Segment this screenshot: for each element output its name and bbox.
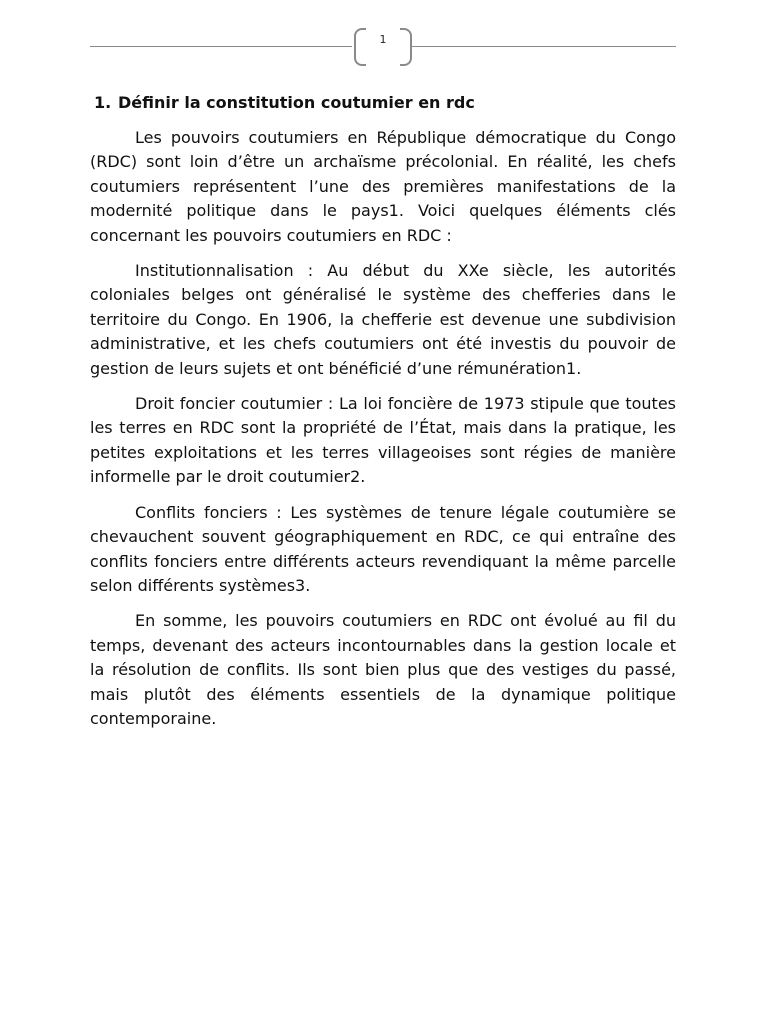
paragraph-conclusion: En somme, les pouvoirs coutumiers en RDC ont évolué au fil du temps, devenant des acteurs incontournables dans la gestion locale et la résolution de conflits. Ils sont bien plus que des vestiges du passé, mais plutôt des éléments essentiels de la dynamique politique contemporaine. — [90, 611, 676, 728]
paragraph-institutionnalisation: Institutionnalisation : Au début du XXe siècle, les autorités coloniales belges ont généralisé le système des chefferies dans le territoire du Congo. En 1906, la chefferie est devenue une subdivision administrative, et les chefs coutumiers ont été investis du pouvoir de gestion de leurs sujets et ont bénéficié d’une rémunération1. — [90, 261, 676, 378]
header-rule-right — [412, 46, 676, 47]
document-body — [90, 91, 676, 742]
header-rule-left — [90, 46, 352, 47]
page-number-bracket-right — [400, 28, 412, 66]
page-number: 1 — [379, 33, 387, 46]
section-heading — [94, 91, 676, 115]
paragraph-conflits-fonciers: Conflits fonciers : Les systèmes de tenure légale coutumière se chevauchent souvent géographiquement en RDC, ce qui entraîne des conflits fonciers entre différents acteurs revendiquant la même parcelle selon différents systèmes3. — [90, 502, 676, 595]
page-header — [90, 28, 676, 66]
paragraph-droit-foncier: Droit foncier coutumier : La loi foncière de 1973 stipule que toutes les terres en RDC sont la propriété de l’État, mais dans la pratique, les petites exploitations et les terres villageoises sont régies de manière informelle par le droit coutumier2. — [90, 394, 676, 487]
section-title: Définir la constitution coutumier en rdc — [118, 93, 475, 112]
page-number-bracket-left — [354, 28, 366, 66]
paragraph-intro: Les pouvoirs coutumiers en République démocratique du Congo (RDC) sont loin d’être un archaïsme précolonial. En réalité, les chefs coutumiers représentent l’une des premières manifestations de la modernité politique dans le pays1. Voici quelques éléments clés concernant les pouvoirs coutumiers en RDC : — [90, 128, 676, 245]
section-number: 1. — [94, 93, 112, 112]
